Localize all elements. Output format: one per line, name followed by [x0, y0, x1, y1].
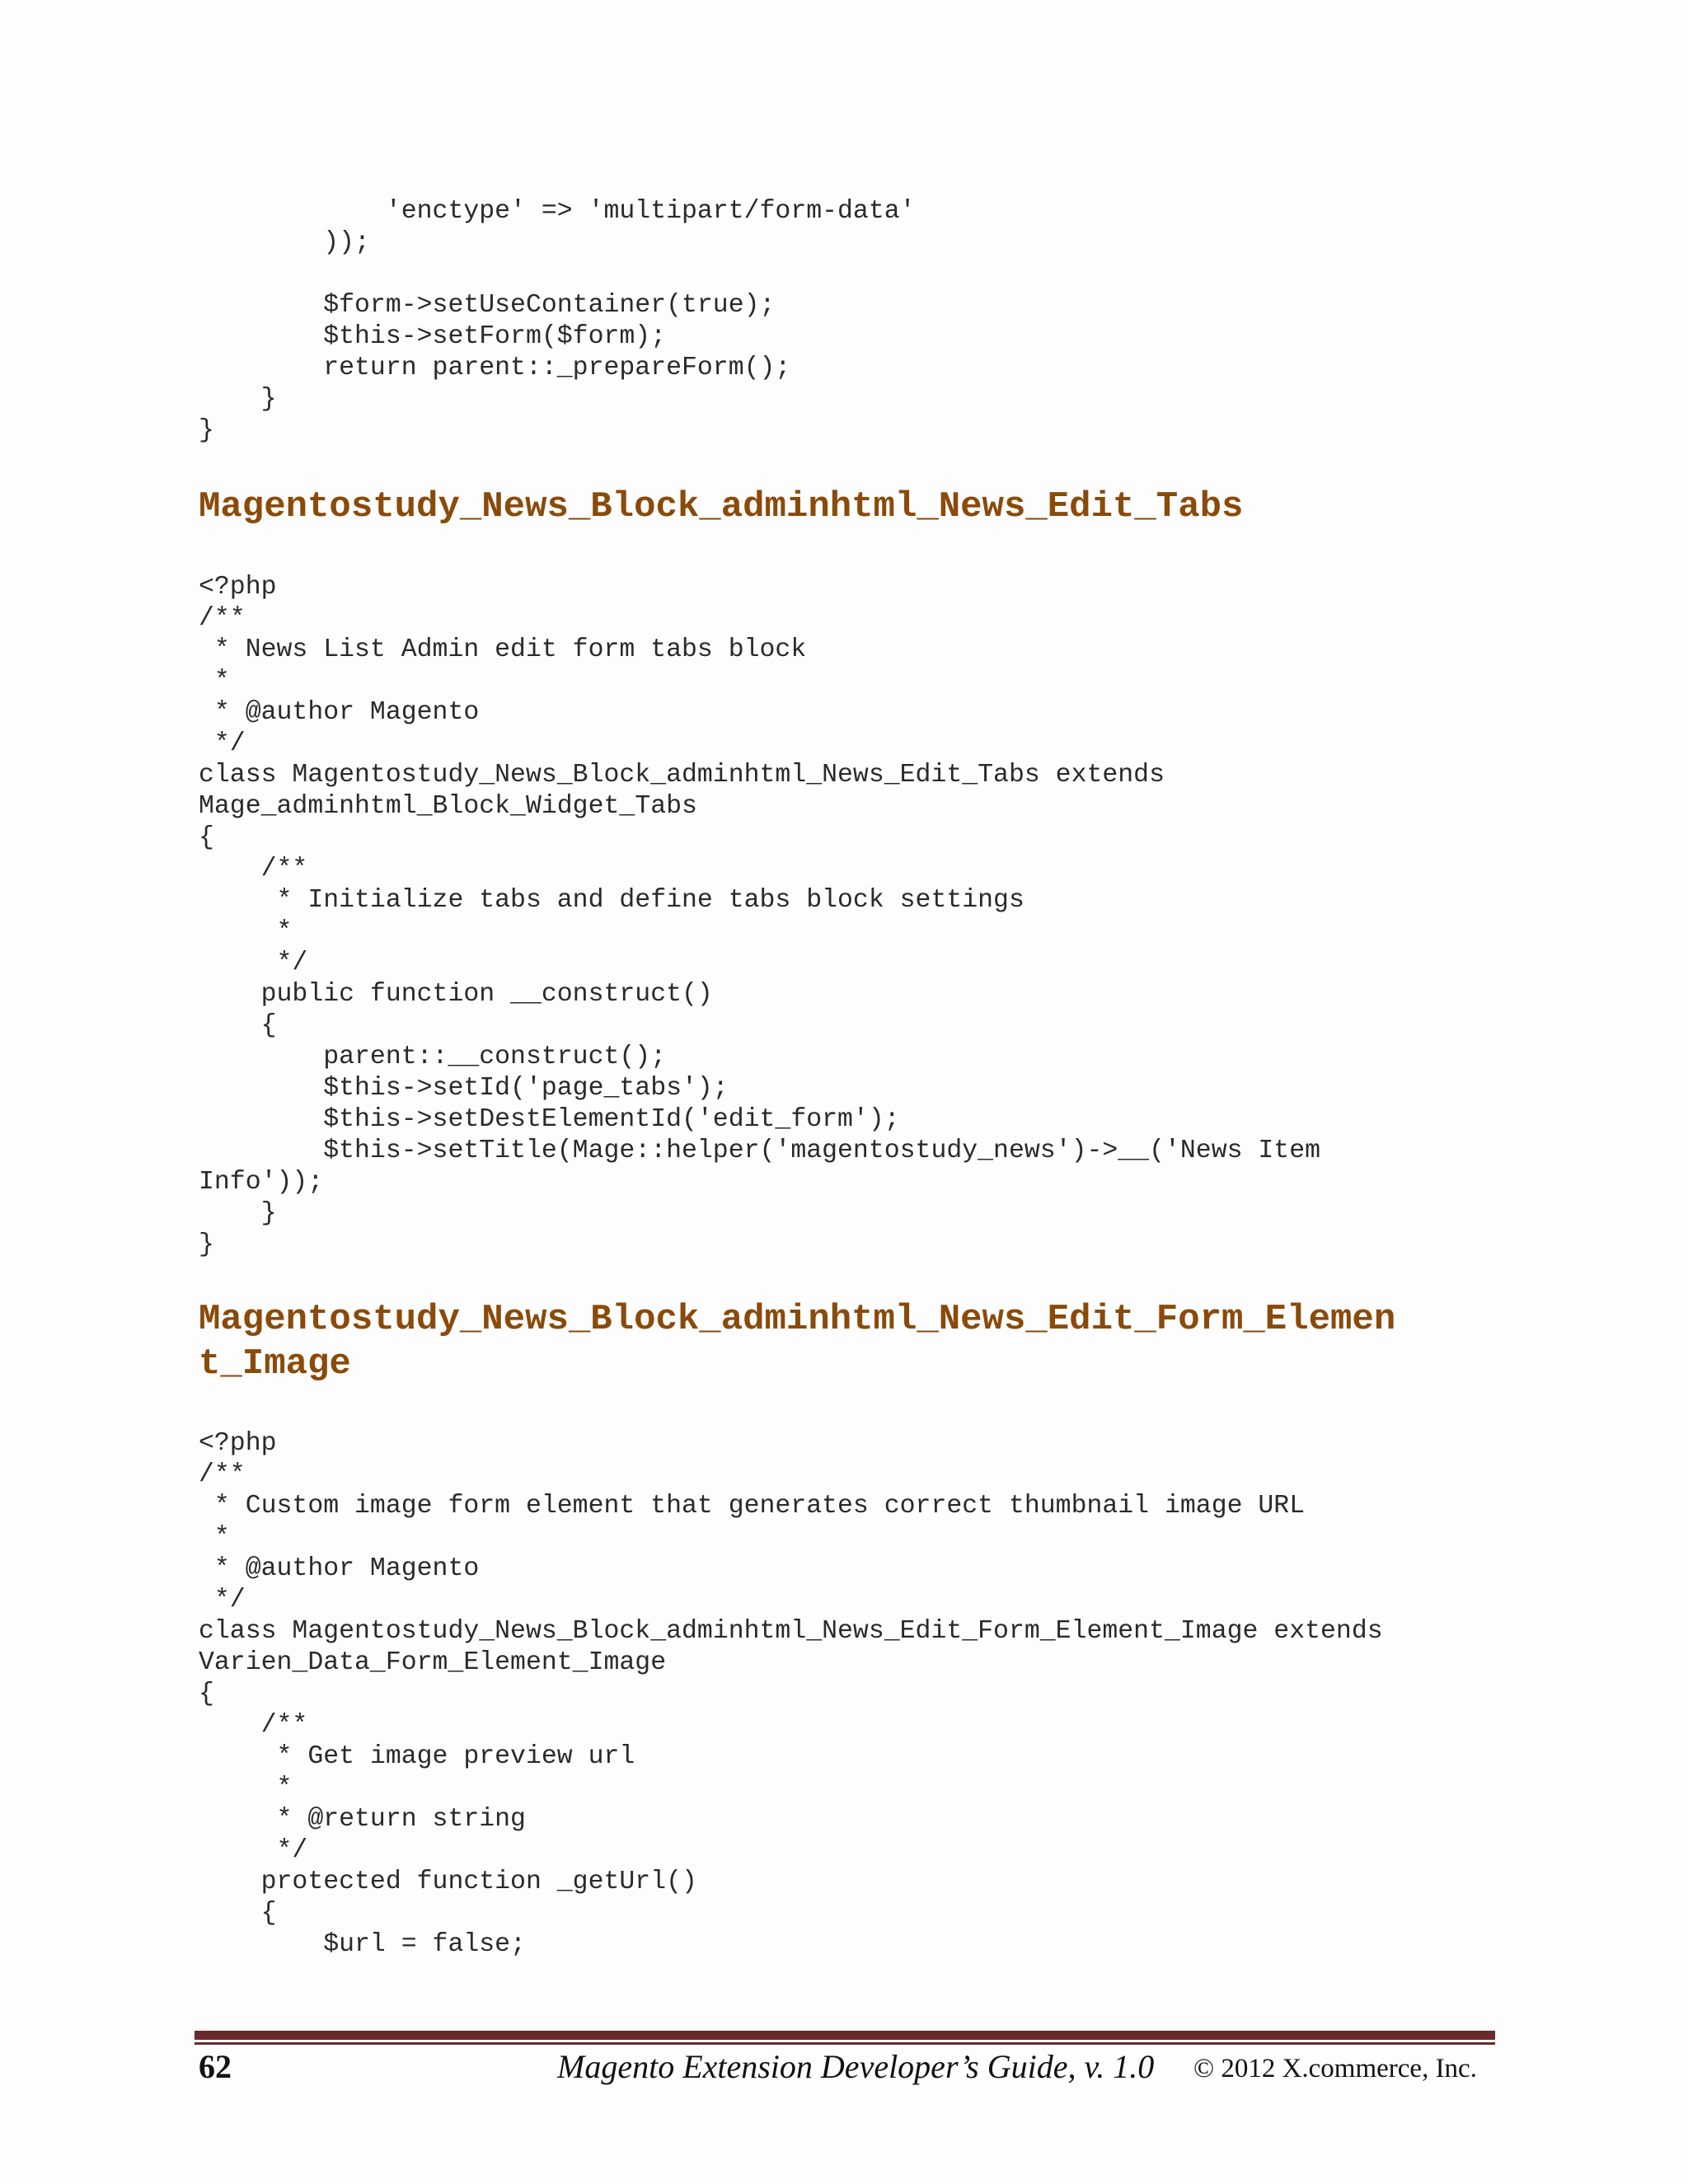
page-number: 62 — [199, 2048, 232, 2085]
code-block-form-end: 'enctype' => 'multipart/form-data' )); $form->setUseContainer(true); $this->setForm($form); return parent::_prepareForm(); } } — [199, 197, 916, 445]
footer-copyright: © 2012 X.commerce, Inc. — [1193, 2054, 1477, 2083]
footer-title: Magento Extension Developer’s Guide, v. 1.0 — [557, 2048, 1155, 2085]
section-heading-form-element-image: Magentostudy_News_Block_adminhtml_News_Edit_Form_Elemen t_Image — [199, 1299, 1396, 1385]
code-block-edit-tabs: <?php /** * News List Admin edit form tabs block * * @author Magento */ class Magentostudy_News_Block_adminhtml_News_Edit_Tabs extends Mage_adminhtml_Block_Widget_Tabs { /** * Initialize tabs and define tabs block settings * */ public function __construct() { parent::__construct(); $this->setId('page_tabs'); $this->setDestElementId('edit_form'); $this->setTitle(Mage::helper('magentostudy_news')->__('News Item Info')); } } — [199, 573, 1321, 1259]
code-block-form-element-image: <?php /** * Custom image form element that generates correct thumbnail image URL * * @author Magento */ class Magentostudy_News_Block_adminhtml_News_Edit_Form_Element_Image extends Varien_Data_Form_Element_Image { /** * Get image preview url * * @return string */ protected function _getUrl() { $url = false; — [199, 1429, 1383, 1959]
footer-rule — [195, 2031, 1495, 2040]
section-heading-edit-tabs: Magentostudy_News_Block_adminhtml_News_Edit_Tabs — [199, 486, 1244, 527]
